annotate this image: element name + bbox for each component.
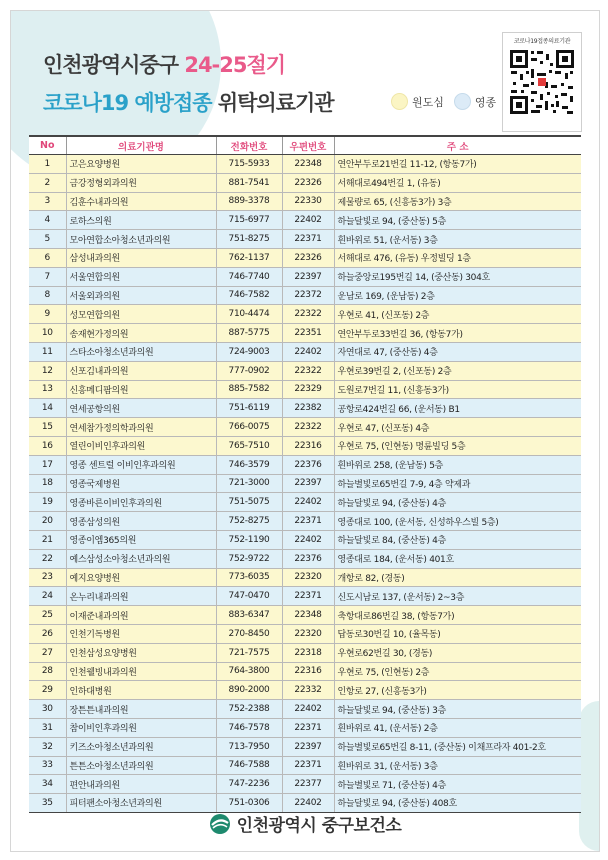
cell-zip: 22397 — [282, 737, 334, 756]
table-row — [29, 737, 581, 756]
cell-no: 11 — [29, 342, 66, 361]
cell-address: 우현로 41, (신포동) 2층 — [334, 305, 581, 324]
cell-phone: 752-2388 — [216, 700, 282, 719]
cell-zip: 22322 — [282, 418, 334, 437]
cell-name: 참이비인후과의원 — [66, 718, 216, 737]
title-institutions: 위탁의료기관 — [217, 91, 334, 115]
cell-zip: 22402 — [282, 530, 334, 549]
table-row — [29, 286, 581, 305]
cell-no: 28 — [29, 662, 66, 681]
table-row — [29, 756, 581, 775]
cell-name: 영종 센트럴 이비인후과의원 — [66, 455, 216, 474]
table-row — [29, 606, 581, 625]
header-zip: 우편번호 — [282, 136, 334, 155]
table-row — [29, 361, 581, 380]
cell-name: 장튼튼내과의원 — [66, 700, 216, 719]
cell-zip: 22322 — [282, 305, 334, 324]
cell-zip: 22320 — [282, 568, 334, 587]
cell-name: 신포김내과의원 — [66, 361, 216, 380]
cell-phone: 752-9722 — [216, 549, 282, 568]
cell-address: 하늘달빛로 84, (중산동) 4층 — [334, 530, 581, 549]
cell-phone: 715-5933 — [216, 155, 282, 174]
cell-zip: 22371 — [282, 587, 334, 606]
cell-address: 하늘달빛로 94, (중산동) 3층 — [334, 700, 581, 719]
cell-phone: 883-6347 — [216, 606, 282, 625]
table-row — [29, 399, 581, 418]
cell-no: 26 — [29, 624, 66, 643]
cell-address: 연안부두로33번길 36, (항동7가) — [334, 324, 581, 343]
cell-no: 35 — [29, 794, 66, 813]
cell-no: 21 — [29, 530, 66, 549]
cell-phone: 746-7582 — [216, 286, 282, 305]
table-row — [29, 211, 581, 230]
cell-zip: 22371 — [282, 718, 334, 737]
cell-no: 33 — [29, 756, 66, 775]
cell-name: 영종이엠365의원 — [66, 530, 216, 549]
institutions-table — [29, 135, 581, 813]
cell-name: 서울외과의원 — [66, 286, 216, 305]
cell-address: 제물량로 65, (신흥동3가) 3층 — [334, 192, 581, 211]
cell-phone: 766-0075 — [216, 418, 282, 437]
table-row — [29, 474, 581, 493]
cell-phone: 721-3000 — [216, 474, 282, 493]
cell-phone: 889-3378 — [216, 192, 282, 211]
cell-no: 3 — [29, 192, 66, 211]
cell-phone: 751-5075 — [216, 493, 282, 512]
header-address: 주 소 — [334, 136, 581, 155]
cell-name: 고은요양병원 — [66, 155, 216, 174]
cell-zip: 22318 — [282, 643, 334, 662]
table-row — [29, 643, 581, 662]
cell-phone: 746-3579 — [216, 455, 282, 474]
cell-address: 자연대로 47, (중산동) 4층 — [334, 342, 581, 361]
cell-no: 2 — [29, 173, 66, 192]
cell-zip: 22320 — [282, 624, 334, 643]
legend-yellow-label: 원도심 — [412, 95, 444, 109]
cell-address: 운남로 169, (운남동) 2층 — [334, 286, 581, 305]
cell-name: 열린이비인후과의원 — [66, 436, 216, 455]
cell-name: 편안내과의원 — [66, 775, 216, 794]
header-name: 의료기관명 — [66, 136, 216, 155]
table-row — [29, 455, 581, 474]
cell-phone: 746-7578 — [216, 718, 282, 737]
cell-name: 피터팬소아청소년과의원 — [66, 794, 216, 813]
poster — [10, 10, 600, 852]
cell-address: 흰바위로 51, (운서동) 3층 — [334, 230, 581, 249]
cell-name: 송재현가정의원 — [66, 324, 216, 343]
cell-no: 30 — [29, 700, 66, 719]
cell-address: 축항대로86번길 38, (항동7가) — [334, 606, 581, 625]
cell-phone: 747-2236 — [216, 775, 282, 794]
cell-zip: 22402 — [282, 794, 334, 813]
table-row — [29, 549, 581, 568]
cell-address: 연안부두로21번길 11-12, (항동7가) — [334, 155, 581, 174]
cell-phone: 724-9003 — [216, 342, 282, 361]
cell-zip: 22351 — [282, 324, 334, 343]
cell-phone: 881-7541 — [216, 173, 282, 192]
cell-zip: 22330 — [282, 192, 334, 211]
cell-name: 영종삼성의원 — [66, 512, 216, 531]
table-row — [29, 718, 581, 737]
qr-label: 코로나19접종의료기관 — [513, 38, 571, 45]
cell-zip: 22348 — [282, 155, 334, 174]
cell-address: 우현로 75, (인현동) 2층 — [334, 662, 581, 681]
cell-phone: 752-8275 — [216, 512, 282, 531]
cell-phone: 751-6119 — [216, 399, 282, 418]
qr-code-icon[interactable] — [509, 49, 575, 115]
cell-address: 하늘별빛로 71, (중산동) 4층 — [334, 775, 581, 794]
table-row — [29, 512, 581, 531]
cell-phone: 887-5775 — [216, 324, 282, 343]
cell-no: 9 — [29, 305, 66, 324]
table-row — [29, 568, 581, 587]
table-body — [29, 155, 581, 813]
cell-zip: 22376 — [282, 549, 334, 568]
table-row — [29, 493, 581, 512]
cell-phone: 762-1137 — [216, 248, 282, 267]
cell-no: 10 — [29, 324, 66, 343]
cell-no: 15 — [29, 418, 66, 437]
cell-phone: 777-0902 — [216, 361, 282, 380]
cell-address: 인항로 27, (신흥동3가) — [334, 681, 581, 700]
table-header-row — [29, 136, 581, 155]
cell-zip: 22329 — [282, 380, 334, 399]
cell-zip: 22376 — [282, 455, 334, 474]
cell-name: 스타소아청소년과의원 — [66, 342, 216, 361]
footer — [11, 811, 599, 836]
cell-phone: 747-0470 — [216, 587, 282, 606]
cell-zip: 22316 — [282, 662, 334, 681]
table-row — [29, 173, 581, 192]
cell-name: 온누리내과의원 — [66, 587, 216, 606]
cell-name: 연세공항의원 — [66, 399, 216, 418]
table-row — [29, 794, 581, 813]
table-row — [29, 248, 581, 267]
table-row — [29, 700, 581, 719]
cell-phone: 715-6977 — [216, 211, 282, 230]
cell-address: 우현로 75, (인현동) 명륜빌딩 5층 — [334, 436, 581, 455]
cell-name: 튼튼소아청소년과의원 — [66, 756, 216, 775]
table-row — [29, 418, 581, 437]
cell-name: 로하스의원 — [66, 211, 216, 230]
table-row — [29, 662, 581, 681]
table-row — [29, 436, 581, 455]
cell-zip: 22326 — [282, 173, 334, 192]
table-row — [29, 624, 581, 643]
legend-blue-swatch — [454, 93, 471, 110]
cell-zip: 22402 — [282, 211, 334, 230]
cell-phone: 746-7740 — [216, 267, 282, 286]
cell-zip: 22397 — [282, 267, 334, 286]
cell-zip: 22316 — [282, 436, 334, 455]
cell-phone: 764-3800 — [216, 662, 282, 681]
legend-yellow-swatch — [391, 93, 408, 110]
title-vaccine: 코로나19 예방접종 — [43, 91, 212, 115]
cell-zip: 22402 — [282, 700, 334, 719]
cell-zip: 22372 — [282, 286, 334, 305]
cell-no: 4 — [29, 211, 66, 230]
cell-no: 31 — [29, 718, 66, 737]
cell-name: 신흥메디팜의원 — [66, 380, 216, 399]
cell-name: 삼성내과의원 — [66, 248, 216, 267]
cell-address: 하늘별빛로65번길 7-9, 4층 약제과 — [334, 474, 581, 493]
cell-address: 우현로39번길 2, (신포동) 2층 — [334, 361, 581, 380]
cell-no: 12 — [29, 361, 66, 380]
cell-no: 7 — [29, 267, 66, 286]
cell-name: 영종국제병원 — [66, 474, 216, 493]
cell-phone: 710-4474 — [216, 305, 282, 324]
cell-name: 키즈소아청소년과의원 — [66, 737, 216, 756]
title-line-1 — [43, 49, 285, 79]
cell-name: 인하대병원 — [66, 681, 216, 700]
cell-address: 흰바위로 258, (운남동) 5층 — [334, 455, 581, 474]
cell-no: 17 — [29, 455, 66, 474]
table-row — [29, 324, 581, 343]
title-region: 인천광역시중구 — [43, 53, 179, 77]
cell-name: 영종바른이비인후과의원 — [66, 493, 216, 512]
cell-phone: 765-7510 — [216, 436, 282, 455]
cell-address: 신도시남로 137, (운서동) 2~3층 — [334, 587, 581, 606]
cell-name: 예스삼성소아청소년과의원 — [66, 549, 216, 568]
cell-no: 6 — [29, 248, 66, 267]
cell-address: 공항로424번길 66, (운서동) B1 — [334, 399, 581, 418]
cell-no: 27 — [29, 643, 66, 662]
cell-zip: 22382 — [282, 399, 334, 418]
cell-zip: 22322 — [282, 361, 334, 380]
table-row — [29, 267, 581, 286]
cell-name: 김훈수내과의원 — [66, 192, 216, 211]
table-row — [29, 192, 581, 211]
cell-no: 22 — [29, 549, 66, 568]
jung-gu-logo-icon — [209, 813, 231, 835]
cell-zip: 22348 — [282, 606, 334, 625]
qr-code-panel[interactable] — [502, 32, 582, 132]
cell-address: 하늘달빛로 94, (중산동) 4층 — [334, 493, 581, 512]
cell-zip: 22326 — [282, 248, 334, 267]
cell-no: 14 — [29, 399, 66, 418]
cell-no: 5 — [29, 230, 66, 249]
cell-phone: 270-8450 — [216, 624, 282, 643]
cell-no: 20 — [29, 512, 66, 531]
cell-name: 이재준내과의원 — [66, 606, 216, 625]
cell-zip: 22402 — [282, 493, 334, 512]
cell-phone: 773-6035 — [216, 568, 282, 587]
title-line-2 — [43, 87, 334, 117]
table-row — [29, 681, 581, 700]
cell-no: 23 — [29, 568, 66, 587]
table-row — [29, 305, 581, 324]
table-row — [29, 530, 581, 549]
cell-address: 서해대로 476, (유동) 우정빌딩 1층 — [334, 248, 581, 267]
header-no: No — [29, 136, 66, 155]
cell-zip: 22371 — [282, 756, 334, 775]
cell-address: 흰바위로 41, (운서동) 2층 — [334, 718, 581, 737]
table-row — [29, 230, 581, 249]
cell-address: 도원로7번길 11, (신흥동3가) — [334, 380, 581, 399]
cell-address: 서해대로494번길 1, (유동) — [334, 173, 581, 192]
table-row — [29, 775, 581, 794]
cell-no: 25 — [29, 606, 66, 625]
cell-zip: 22371 — [282, 230, 334, 249]
cell-address: 하늘달빛로 94, (중산동) 408호 — [334, 794, 581, 813]
cell-address: 하늘별빛로65번길 8-11, (중산동) 이채프라자 401-2호 — [334, 737, 581, 756]
table-row — [29, 342, 581, 361]
cell-address: 영종대로 184, (운서동) 401호 — [334, 549, 581, 568]
cell-phone: 752-1190 — [216, 530, 282, 549]
cell-address: 하늘중앙로195번길 14, (중산동) 304호 — [334, 267, 581, 286]
title-season: 24-25절기 — [184, 53, 286, 77]
cell-name: 금강정형외과의원 — [66, 173, 216, 192]
cell-no: 16 — [29, 436, 66, 455]
cell-no: 19 — [29, 493, 66, 512]
cell-no: 1 — [29, 155, 66, 174]
cell-no: 8 — [29, 286, 66, 305]
cell-phone: 751-0306 — [216, 794, 282, 813]
cell-zip: 22397 — [282, 474, 334, 493]
cell-no: 18 — [29, 474, 66, 493]
cell-address: 우현로62번길 30, (경동) — [334, 643, 581, 662]
cell-zip: 22371 — [282, 512, 334, 531]
cell-address: 하늘달빛로 94, (중산동) 5층 — [334, 211, 581, 230]
cell-zip: 22402 — [282, 342, 334, 361]
cell-phone: 721-7575 — [216, 643, 282, 662]
cell-address: 흰바위로 31, (운서동) 3층 — [334, 756, 581, 775]
cell-name: 인천삼성요양병원 — [66, 643, 216, 662]
header-phone: 전화번호 — [216, 136, 282, 155]
cell-zip: 22332 — [282, 681, 334, 700]
table-row — [29, 587, 581, 606]
cell-no: 32 — [29, 737, 66, 756]
cell-name: 성모연합의원 — [66, 305, 216, 324]
cell-name: 인천기독병원 — [66, 624, 216, 643]
cell-no: 13 — [29, 380, 66, 399]
cell-name: 연세참가정의학과의원 — [66, 418, 216, 437]
cell-no: 29 — [29, 681, 66, 700]
cell-address: 영종대로 100, (운서동, 신성하우스빌 5층) — [334, 512, 581, 531]
cell-name: 서울연합의원 — [66, 267, 216, 286]
cell-name: 인천웰빙내과의원 — [66, 662, 216, 681]
cell-address: 우현로 47, (신포동) 4층 — [334, 418, 581, 437]
cell-address: 답동로30번길 10, (율목동) — [334, 624, 581, 643]
footer-org-name: 인천광역시 중구보건소 — [236, 816, 402, 836]
cell-no: 24 — [29, 587, 66, 606]
cell-address: 개항로 82, (경동) — [334, 568, 581, 587]
cell-zip: 22377 — [282, 775, 334, 794]
cell-phone: 746-7588 — [216, 756, 282, 775]
cell-phone: 751-8275 — [216, 230, 282, 249]
legend — [391, 93, 496, 110]
cell-phone: 890-2000 — [216, 681, 282, 700]
table-row — [29, 155, 581, 174]
legend-blue-label: 영종 — [474, 95, 497, 109]
table-row — [29, 380, 581, 399]
cell-phone: 885-7582 — [216, 380, 282, 399]
cell-name: 예지요양병원 — [66, 568, 216, 587]
cell-no: 34 — [29, 775, 66, 794]
cell-name: 모아연합소아청소년과의원 — [66, 230, 216, 249]
cell-phone: 713-7950 — [216, 737, 282, 756]
